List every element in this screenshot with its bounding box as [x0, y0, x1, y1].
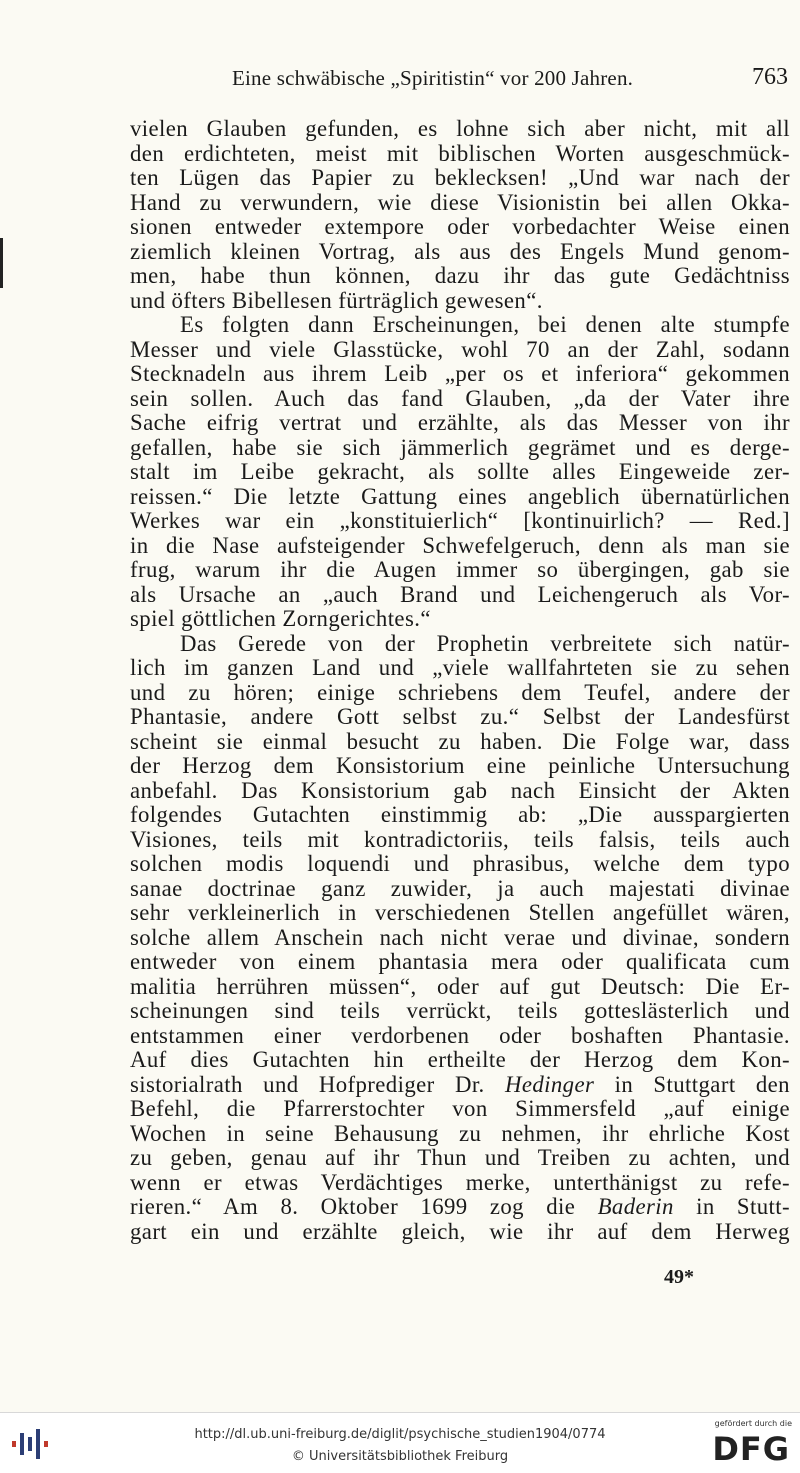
text-line: Das Gerede von der Prophetin verbreitete sich natür- [180, 631, 790, 656]
text-line: der Herzog dem Konsistorium eine peinliche Untersuchung [130, 754, 790, 778]
text-line: sanae doctrinae ganz zuwider, ja auch majestati divinae [130, 876, 790, 901]
text-line: frug, warum ihr die Augen immer so übergingen, gab sie [130, 558, 790, 582]
binding-edge-mark [0, 238, 3, 288]
text-line: in die Nase aufsteigender Schwefelgeruch, denn als man sie [130, 533, 790, 558]
text-line: stalt im Leibe gekracht, als sollte alles Eingeweide zer- [130, 460, 790, 484]
text-line: ziemlich kleinen Vortrag, als aus des Engels Mund genom- [130, 239, 790, 264]
text-line: und zu hören; einige schriebens dem Teufel, andere der [130, 680, 790, 705]
text-line: Auf dies Gutachten hin ertheilte der Herzog dem Kon- [130, 1048, 790, 1072]
text-line: Messer und viele Glasstücke, wohl 70 an der Zahl, sodann [130, 337, 790, 362]
text-line: anbefahl. Das Konsistorium gab nach Einsicht der Akten [130, 778, 790, 803]
text-line: entstammen einer verdorbenen oder boshaften Phantasie. [130, 1023, 790, 1048]
dfg-funding-badge [706, 1419, 792, 1469]
text-line: Stecknadeln aus ihrem Leib „per os et inferiora“ gekommen [130, 362, 790, 386]
text-line: solchen modis loquendi und phrasibus, welche dem typo [130, 852, 790, 876]
text-line: zu geben, genau auf ihr Thun und Treiben zu achten, und [130, 1146, 790, 1170]
text-line: sehr verkleinerlich in verschiedenen Stellen angefüllet wären, [130, 901, 790, 925]
svg-text:DFG: DFG [712, 1430, 790, 1464]
text-line: und öfters Bibellesen fürträglich gewesen“. [130, 288, 543, 313]
body-text [130, 117, 790, 1244]
running-title: Eine schwäbische „Spiritistin“ vor 200 Jahren. [232, 66, 634, 90]
text-line: sein sollen. Auch das fand Glauben, „da der Vater ihre [130, 386, 790, 411]
text-line: Visiones, teils mit kontradictoriis, teils falsis, teils auch [130, 827, 790, 852]
text-line: scheinungen sind teils verrückt, teils gotteslästerlich und [130, 999, 790, 1023]
text-line: folgendes Gutachten einstimmig ab: „Die ausspargierten [130, 803, 790, 827]
citation-url-link[interactable]: http://dl.ub.uni-freiburg.de/diglit/psychische_studien1904/0774 [194, 1427, 606, 1442]
text-line: lich im ganzen Land und „viele wallfahrteten sie zu sehen [130, 656, 790, 680]
text-line: sistorialrath und Hofprediger Dr. Hedinger in Stuttgart den [130, 1072, 790, 1097]
dfg-caption: gefördert durch die [714, 1419, 792, 1428]
text-line: entweder von einem phantasia mera oder qualificata cum [130, 950, 790, 974]
text-line: men, habe thun können, dazu ihr das gute Gedächtniss [130, 264, 790, 288]
text-line: Sache eifrig vertrat und erzählte, als das Messer von ihr [130, 411, 790, 435]
text-line: reissen.“ Die letzte Gattung eines angeblich übernatürlichen [130, 484, 790, 509]
signature-mark: 49* [664, 1266, 694, 1288]
text-line: den erdichteten, meist mit biblischen Worten ausgeschmück- [130, 141, 790, 166]
text-line: Befehl, die Pfarrerstochter von Simmersfeld „auf einige [130, 1097, 790, 1121]
text-line: Es folgten dann Erscheinungen, bei denen alte stumpfe [180, 313, 790, 337]
text-line: sionen entweder extempore oder vorbedachter Weise einen [130, 215, 790, 239]
copyright-notice: © Universitätsbibliothek Freiburg [291, 1449, 509, 1464]
text-line: gefallen, habe sie sich jämmerlich gegrämet und es derge- [130, 435, 790, 460]
text-line: rieren.“ Am 8. Oktober 1699 zog die Baderin in Stutt- [130, 1195, 790, 1219]
text-line: wenn er etwas Verdächtiges merke, unterthänigst zu refe- [130, 1170, 790, 1195]
text-line: gart ein und erzählte gleich, wie ihr auf dem Herweg [130, 1219, 790, 1244]
page-number: 763 [752, 64, 788, 90]
text-line: solche allem Anschein nach nicht verae und divinae, sondern [130, 925, 790, 950]
running-head [130, 64, 790, 100]
text-line: Wochen in seine Behausung zu nehmen, ihr ehrliche Kost [130, 1121, 790, 1146]
text-line: spiel göttlichen Zorngerichtes.“ [130, 607, 431, 631]
dfg-logo-icon [706, 1430, 792, 1464]
text-line: malitia herrühren müssen“, oder auf gut Deutsch: Die Er- [130, 974, 790, 999]
text-line: Werkes war ein „konstituierlich“ [kontinuirlich? — Red.] [130, 509, 790, 533]
text-line: als Ursache an „auch Brand und Leichengeruch als Vor- [130, 582, 790, 607]
text-line: Hand zu verwundern, wie diese Visionistin bei allen Okka- [130, 190, 790, 215]
footer-bar [0, 1412, 800, 1473]
text-line: vielen Glauben gefunden, es lohne sich aber nicht, mit all [130, 117, 790, 141]
text-line: ten Lügen das Papier zu beklecksen! „Und war nach der [130, 166, 790, 190]
text-line: scheint sie einmal besucht zu haben. Die Folge war, dass [130, 729, 790, 754]
text-line: Phantasie, andere Gott selbst zu.“ Selbst der Landesfürst [130, 705, 790, 729]
